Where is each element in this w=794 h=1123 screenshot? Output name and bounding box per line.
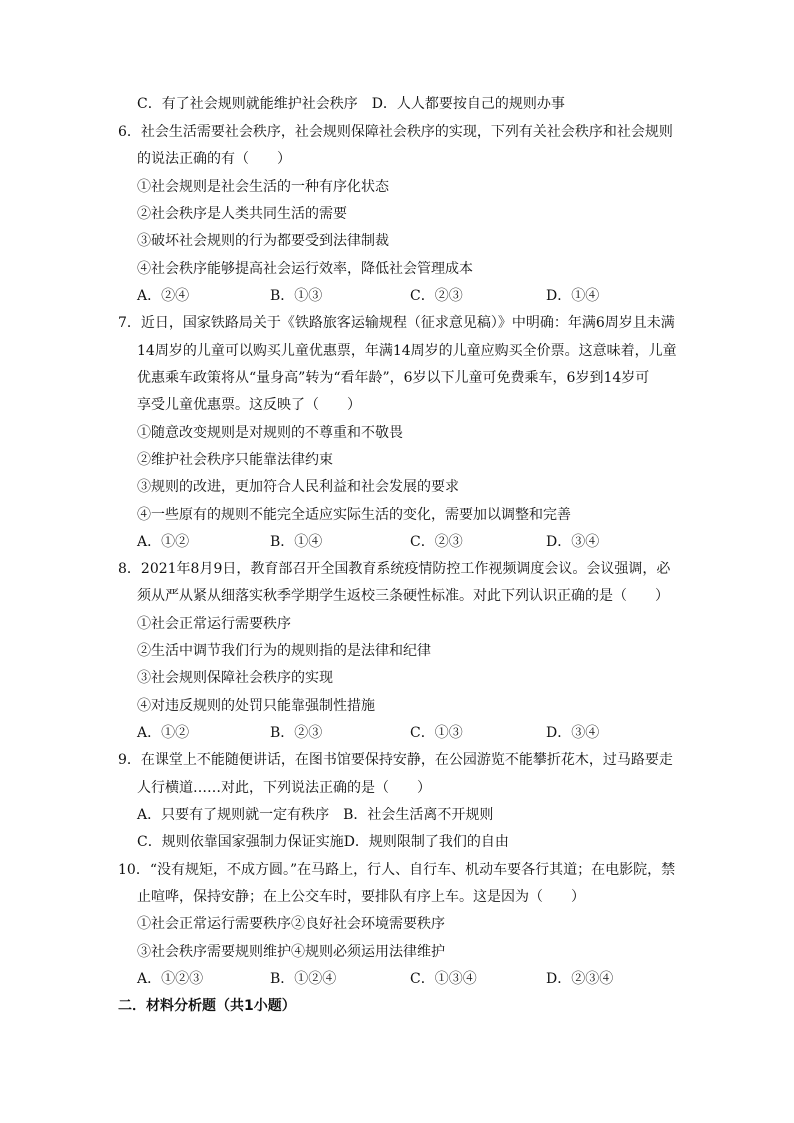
q7-option-a: A．①② bbox=[137, 534, 190, 550]
q8-option-b: B．②③ bbox=[270, 725, 323, 741]
q8-statement-2: ②生活中调节我们行为的规则指的是法律和纪律 bbox=[137, 643, 431, 659]
q8-option-c: C．①③ bbox=[410, 725, 463, 741]
q7-option-c: C．②③ bbox=[410, 534, 463, 550]
q10-option-d: D．②③④ bbox=[546, 971, 614, 987]
q7-stem-line2: 14周岁的儿童可以购买儿童优惠票，年满14周岁的儿童应购买全价票。这意味着，儿童 bbox=[137, 343, 677, 359]
q7-statement-1: ①随意改变规则是对规则的不尊重和不敬畏 bbox=[137, 425, 403, 441]
q6-statement-3: ③破坏社会规则的行为都要受到法律制裁 bbox=[137, 233, 389, 249]
q6-option-c: C．②③ bbox=[410, 288, 463, 304]
q7-stem-line3: 优惠乘车政策将从“量身高”转为“看年龄”，6岁以下儿童可免费乘车，6岁到14岁可 bbox=[137, 370, 650, 386]
q8-stem-line2: 须从严从紧从细落实秋季学期学生返校三条硬性标准。对此下列认识正确的是（ ） bbox=[137, 588, 669, 604]
q6-statement-2: ②社会秩序是人类共同生活的需要 bbox=[137, 206, 347, 222]
q7-option-d: D．③④ bbox=[546, 534, 600, 550]
q6-option-d: D．①④ bbox=[546, 288, 600, 304]
q6-stem-line2: 的说法正确的有（ ） bbox=[137, 151, 291, 167]
q6-statement-1: ①社会规则是社会生活的一种有序化状态 bbox=[137, 179, 389, 195]
q8-statement-4: ④对违反规则的处罚只能靠强制性措施 bbox=[137, 698, 375, 714]
q6-option-b: B．①③ bbox=[270, 288, 323, 304]
q6-option-a: A．②④ bbox=[137, 288, 190, 304]
q7-statement-2: ②维护社会秩序只能靠法律约束 bbox=[137, 452, 333, 468]
q8-statement-3: ③社会规则保障社会秩序的实现 bbox=[137, 670, 333, 686]
q10-option-c: C．①③④ bbox=[410, 971, 477, 987]
q10-option-a: A．①②③ bbox=[137, 971, 204, 987]
q8-stem-line1: 8．2021年8月9日，教育部召开全国教育系统疫情防控工作视频调度会议。会议强调，必 bbox=[118, 561, 671, 577]
q9-stem-line1: 9．在课堂上不能随便讲话，在图书馆要保持安静，在公园游览不能攀折花木，过马路要走 bbox=[118, 752, 673, 768]
section-2-heading: 二．材料分析题（共1小题） bbox=[118, 998, 296, 1014]
q8-option-d: D．③④ bbox=[546, 725, 600, 741]
q6-statement-4: ④社会秩序能够提高社会运行效率，降低社会管理成本 bbox=[137, 261, 473, 277]
q10-statement-12: ①社会正常运行需要秩序②良好社会环境需要秩序 bbox=[137, 916, 445, 932]
q7-statement-3: ③规则的改进，更加符合人民利益和社会发展的要求 bbox=[137, 479, 459, 495]
q9-option-cd: C．规则依靠国家强制力保证实施D．规则限制了我们的自由 bbox=[137, 834, 509, 850]
q10-stem-line2: 止喧哗，保持安静；在上公交车时，要排队有序上车。这是因为（ ） bbox=[137, 889, 585, 905]
q7-stem-line4: 享受儿童优惠票。这反映了（ ） bbox=[137, 397, 361, 413]
q10-option-b: B．①②④ bbox=[270, 971, 337, 987]
q7-statement-4: ④一些原有的规则不能完全适应实际生活的变化，需要加以调整和完善 bbox=[137, 507, 571, 523]
q9-stem-line2: 人行横道……对此，下列说法正确的是（ ） bbox=[137, 780, 431, 796]
q6-stem-line1: 6．社会生活需要社会秩序，社会规则保障社会秩序的实现，下列有关社会秩序和社会规则 bbox=[118, 124, 673, 140]
q8-option-a: A．①② bbox=[137, 725, 190, 741]
q8-statement-1: ①社会正常运行需要秩序 bbox=[137, 616, 291, 632]
q10-stem-line1: 10．“没有规矩，不成方圆。”在马路上，行人、自行车、机动车要各行其道；在电影院，禁 bbox=[118, 862, 676, 878]
q5-option-cd: C．有了社会规则就能维护社会秩序 D．人人都要按自己的规则办事 bbox=[137, 96, 565, 112]
q7-option-b: B．①④ bbox=[270, 534, 323, 550]
q10-statement-34: ③社会秩序需要规则维护④规则必须运用法律维护 bbox=[137, 944, 445, 960]
q7-stem-line1: 7．近日，国家铁路局关于《铁路旅客运输规程（征求意见稿）》中明确：年满6周岁且未满 bbox=[118, 315, 675, 331]
q9-option-ab: A．只要有了规则就一定有秩序 B．社会生活离不开规则 bbox=[137, 807, 494, 823]
